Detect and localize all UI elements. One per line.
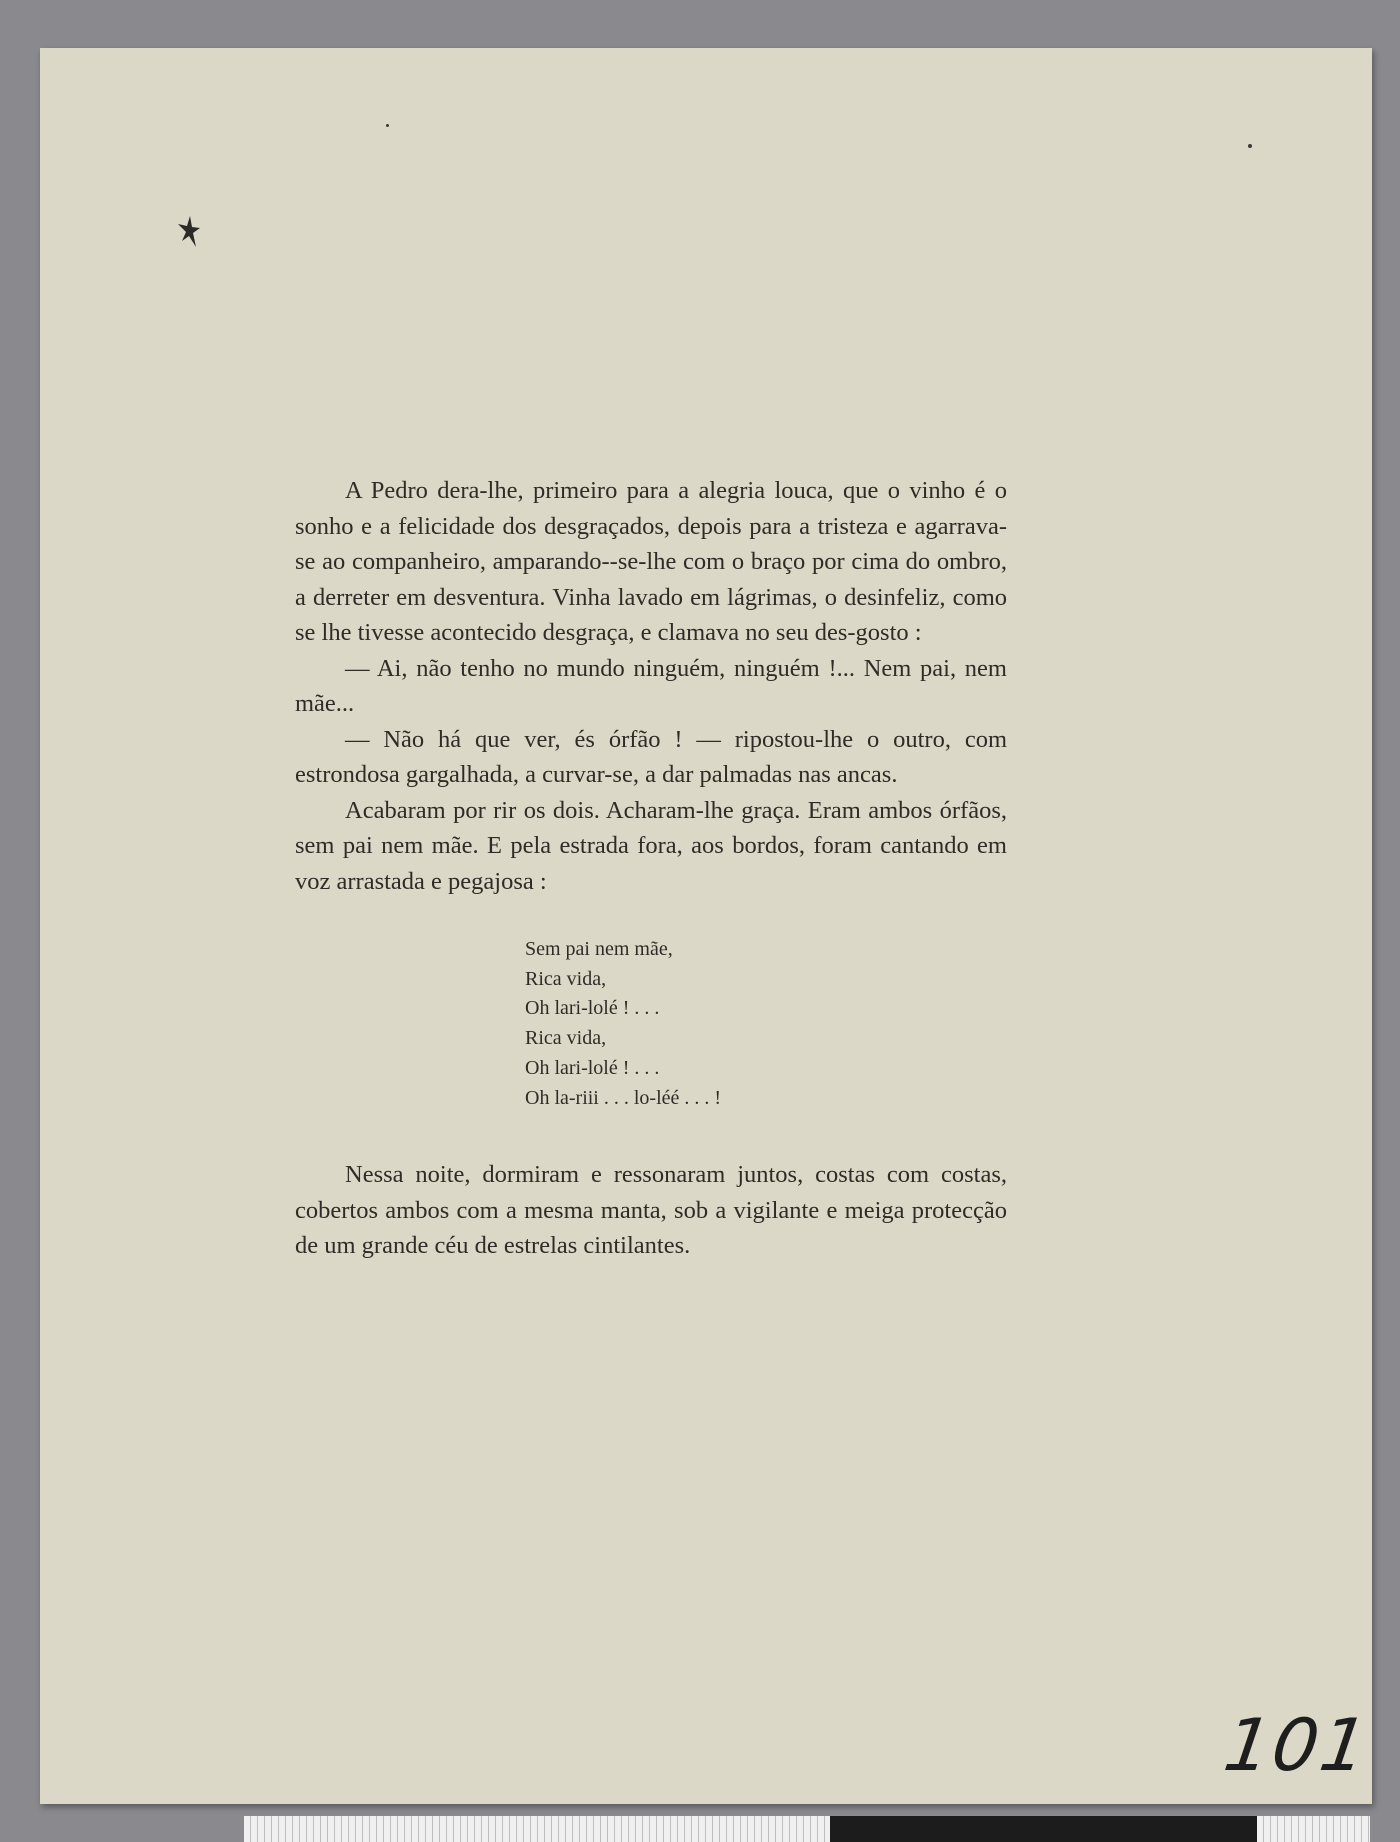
poem-line: Rica vida, [525,967,607,990]
body-text [295,473,1007,1264]
dialogue-2: — Não há que ver, és órfão ! — ripostou-lhe o outro, com estrondosa gargalhada, a curvar-se, a dar palmadas nas ancas. [295,725,1007,788]
paragraph-2: Acabaram por rir os dois. Acharam-lhe graça. Eram ambos órfãos, sem pai nem mãe. E pela estrada fora, aos bordos, foram cantando em voz arrastada e pegajosa : [295,796,1007,895]
dialogue-1: — Ai, não tenho no mundo ninguém, ninguém !... Nem pai, nem mãe... [295,654,1007,717]
ruler-white-segment [1257,1816,1370,1842]
document-page [40,48,1375,1804]
poem [525,935,1007,1113]
handwritten-page-number: 101 [1219,1703,1375,1787]
scale-ruler [244,1816,1370,1842]
ink-blot-icon [176,214,202,250]
paragraph-3: Nessa noite, dormiram e ressonaram juntos, costas com costas, cobertos ambos com a mesma manta, sob a vigilante e meiga protecção de um grande céu de estrelas cintilantes. [295,1161,1007,1260]
poem-line: Oh la-riii . . . lo-léé . . . ! [525,1086,722,1109]
poem-line: Rica vida, [525,1027,607,1050]
ruler-white-segment [244,1816,830,1842]
poem-line: Sem pai nem mãe, [525,938,673,960]
paragraph-1: A Pedro dera-lhe, primeiro para a alegria louca, que o vinho é o sonho e a felicidade dos desgraçados, depois para a tristeza e agarrava-se ao companheiro, amparando--se-lhe com o braço por cima do ombro, a derreter em desventura. Vinha lavado em lágrimas, o desinfeliz, como se lhe tivesse acontecido desgraça, e clamava no seu des-gosto : [295,477,1007,646]
poem-line: Oh lari-lolé ! . . . [525,997,660,1020]
ruler-black-segment [830,1816,1258,1842]
speck [1248,144,1252,148]
poem-line: Oh lari-lolé ! . . . [525,1056,660,1079]
speck [386,124,389,127]
